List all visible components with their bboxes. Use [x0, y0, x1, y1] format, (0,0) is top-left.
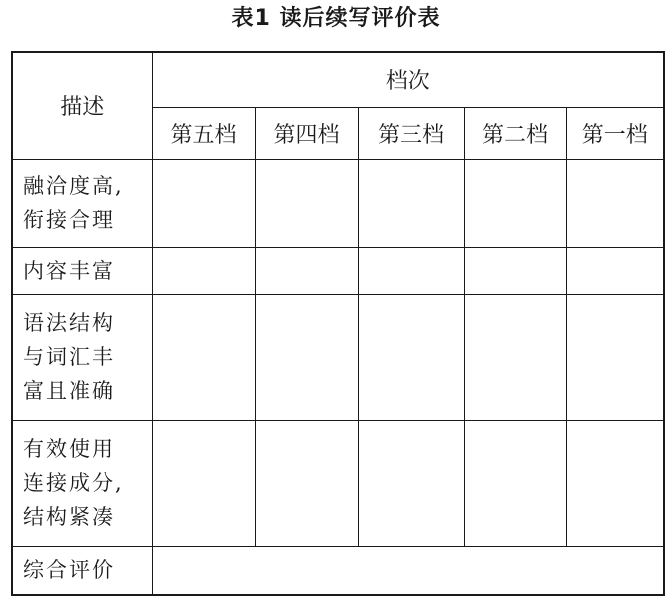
level-header-1: 第一档: [566, 107, 664, 159]
summary-label: 综合评价: [12, 546, 152, 595]
row-description: [12, 159, 152, 247]
score-cell: [464, 420, 566, 546]
row-description: [12, 247, 152, 294]
level-group-header: 档次: [152, 52, 664, 107]
level-header-4: 第四档: [255, 107, 358, 159]
score-cell: [358, 294, 464, 420]
level-header-3: 第三档: [358, 107, 464, 159]
header-row-top: [12, 52, 664, 107]
score-cell: [464, 294, 566, 420]
score-cell: [358, 247, 464, 294]
row-description: [12, 294, 152, 420]
table-row: [12, 159, 664, 247]
score-cell: [255, 159, 358, 247]
score-cell: [255, 247, 358, 294]
score-cell: [152, 159, 255, 247]
description-line: 结构紧凑: [23, 505, 115, 529]
score-cell: [566, 294, 664, 420]
table-title: 表1 读后续写评价表: [231, 6, 441, 31]
description-line: 连接成分,: [23, 471, 124, 495]
table-row: [12, 420, 664, 546]
level-header-2: 第二档: [464, 107, 566, 159]
description-line: 与词汇丰: [23, 345, 115, 369]
score-cell: [566, 159, 664, 247]
score-cell: [152, 294, 255, 420]
desc-header: 描述: [12, 52, 152, 159]
description-line: 内容丰富: [23, 258, 115, 283]
score-cell: [152, 247, 255, 294]
evaluation-table: [11, 51, 665, 596]
summary-row: [12, 546, 664, 595]
score-cell: [255, 294, 358, 420]
summary-cell: [152, 546, 664, 595]
table-row: [12, 294, 664, 420]
score-cell: [152, 420, 255, 546]
table-row: [12, 247, 664, 294]
level-header-5: 第五档: [152, 107, 255, 159]
description-line: 富且准确: [23, 379, 115, 403]
description-line: 衔接合理: [23, 208, 115, 232]
score-cell: [464, 159, 566, 247]
description-line: 有效使用: [23, 437, 115, 461]
description-line: 融洽度高,: [23, 174, 124, 198]
score-cell: [566, 247, 664, 294]
description-line: 语法结构: [23, 311, 115, 335]
row-description: [12, 420, 152, 546]
score-cell: [358, 159, 464, 247]
score-cell: [464, 247, 566, 294]
score-cell: [566, 420, 664, 546]
score-cell: [255, 420, 358, 546]
score-cell: [358, 420, 464, 546]
